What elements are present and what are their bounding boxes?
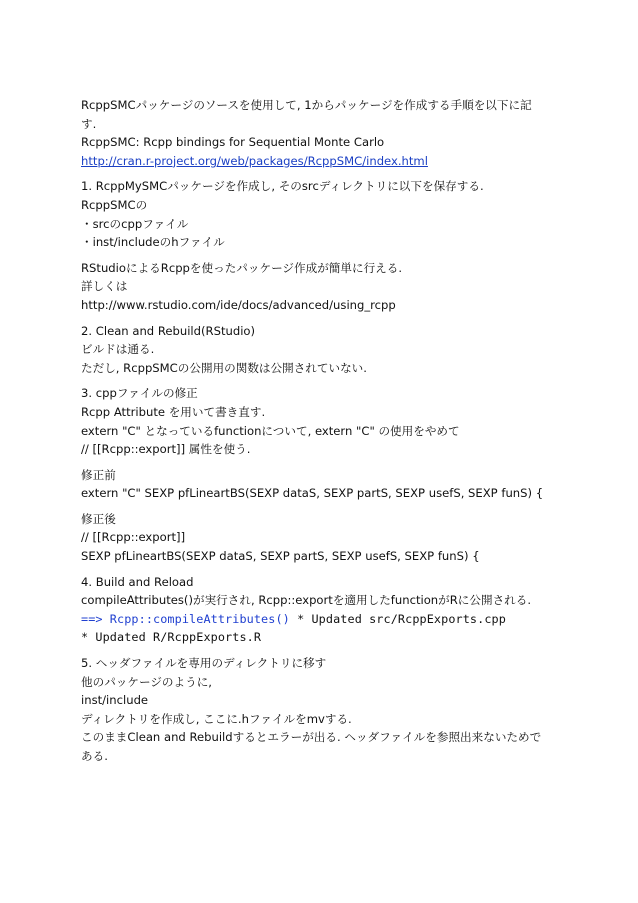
step1-item-cpp: ・srcのcppファイル: [81, 216, 189, 231]
intro-line-2: す.: [81, 116, 97, 131]
step5-line-5: ある.: [81, 749, 108, 763]
console-line-1: [81, 610, 561, 629]
step2-heading: 2. Clean and Rebuild(RStudio): [81, 323, 256, 338]
step5-heading: 5. ヘッダファイルを専用のディレクトリに移す: [81, 656, 327, 671]
rstudio-url: http://www.rstudio.com/ide/docs/advanced/using_rcpp: [81, 297, 396, 312]
console-prompt: ==> Rcpp::compileAttributes(): [81, 611, 290, 626]
before-label: 修正前: [81, 467, 116, 482]
console-output-2: * Updated R/RcppExports.R: [81, 630, 262, 645]
before-code: extern "C" SEXP pfLineartBS(SEXP dataS, SEXP partS, SEXP usefS, SEXP funS) {: [81, 486, 544, 501]
rstudio-note-line-2: 詳しくは: [81, 279, 128, 294]
step2-line-2: ただし, RcppSMCの公開用の関数は公開されていない.: [81, 360, 367, 375]
rstudio-note-line-1: RStudioによるRcppを使ったパッケージ作成が簡単に行える.: [81, 260, 403, 275]
step2-line-1: ビルドは通る.: [81, 342, 155, 357]
intro-line-1: RcppSMCパッケージのソースを使用して, 1からパッケージを作成する手順を以下に記: [81, 98, 532, 112]
after-attribute: // [[Rcpp::export]]: [81, 530, 186, 545]
step1-item-h: ・inst/includeのhファイル: [81, 235, 225, 250]
package-title: RcppSMC: Rcpp bindings for Sequential Monte Carlo: [81, 135, 385, 150]
console-output-1: * Updated src/RcppExports.cpp: [289, 611, 506, 626]
step5-line-3: ディレクトリを作成し, ここに.hファイルをmvする.: [81, 711, 352, 726]
step5-line-2: inst/include: [81, 693, 149, 708]
step3-line-3: // [[Rcpp::export]] 属性を使う.: [81, 442, 251, 457]
after-label: 修正後: [81, 511, 116, 526]
step1-heading: 1. RcppMySMCパッケージを作成し, そのsrcディレクトリに以下を保存する.: [81, 179, 484, 194]
after-code: SEXP pfLineartBS(SEXP dataS, SEXP partS, SEXP usefS, SEXP funS) {: [81, 549, 480, 564]
cran-link[interactable]: http://cran.r-project.org/web/packages/RcppSMC/index.html: [81, 153, 428, 168]
step4-line-1: compileAttributes()が実行され, Rcpp::exportを適用したfunctionがRに公開される.: [81, 593, 532, 608]
step1-sub: RcppSMCの: [81, 197, 148, 212]
step5-line-1: 他のパッケージのように,: [81, 674, 212, 689]
step5-line-4: このままClean and Rebuildするとエラーが出る. ヘッダファイルを参照出来ないためで: [81, 730, 542, 745]
step3-heading: 3. cppファイルの修正: [81, 386, 198, 401]
step3-line-2: extern "C" となっているfunctionについて, extern "C" の使用をやめて: [81, 423, 460, 438]
document-page: [81, 96, 561, 766]
step3-line-1: Rcpp Attribute を用いて書き直す.: [81, 404, 266, 419]
step4-heading: 4. Build and Reload: [81, 574, 194, 589]
